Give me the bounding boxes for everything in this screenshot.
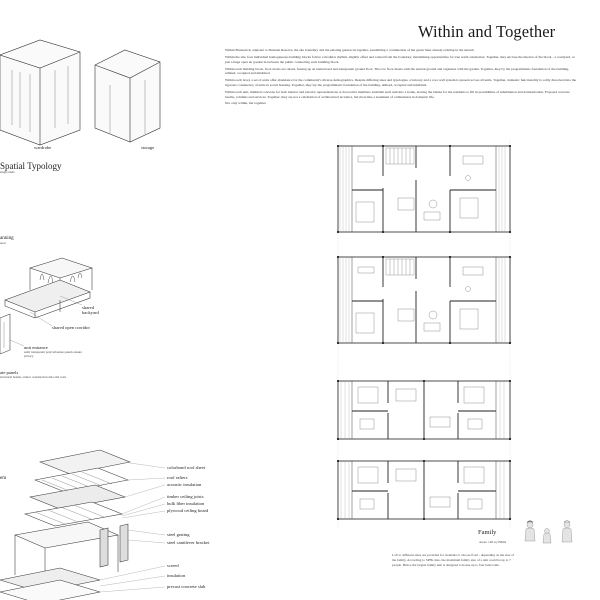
shared-backyard-label: shared backyard [82,305,99,316]
panels-note: structural beams, reduce construction data and costs [0,375,67,379]
structure-label-concrete-slab: precast concrete slab [167,584,206,589]
structure-label-fiber-insulation: bulk fiber insulation [167,501,205,506]
structure-label-acoustic-insulation: acoustic insulation [167,482,202,487]
paragraph: Within Brunswick, adjacent to Dunstan Reserve, the site boundary and the existing garden sit together, assembling a continuation of the green lines already existing in the suburb. [225,48,475,52]
family-area: Areas: 128 sq 258m2 [479,540,507,544]
unit-entrance-label: unit entrance [24,345,48,350]
panels-heading: ate panels [0,370,19,375]
family-description: Loft to different sizes are provided for residents to choose from - depending on the size of the family. According to SPHs data, the maximum family size of a unit could be up to 7 people. Hence the largest family unit is designed to house up to four bedrooms. [392,553,514,567]
paragraph: Within each building block, floor levels are raised, freeing up an unenclosed and transparent ground floor. The row floor meets with the natural ground and organises with the garden. Together, they by the programmatic foundation of the building, utilised, occupied and inhabited. [225,66,570,76]
page-title: Within and Together [418,22,556,41]
structure-label-cantilever-bracket: steel cantilever bracket [167,540,210,545]
structure-label-rafters: roof rafters [167,475,188,480]
structure-label-ceiling-joists: timber ceiling joists [167,494,204,499]
paragraph: Within the site, four individual homogeneous building blocks follow a modular rhythm, slightly offset and rotated from the boundary, maximising opportunities for true north orientation. Together, they enclose the interior of the block - a courtyard, or just a huge open air garden in between the public connecting each building block. [225,54,575,64]
planning-heading: anning [0,236,14,241]
structure-label-insulation: insulation [167,573,186,578]
wardrobe-label: wardrobe [34,145,52,150]
structure-label-plywood-ceiling: plywood ceiling board [167,508,209,513]
planning-subtitle: ared [0,241,6,245]
system-heading: em [0,476,7,481]
spatial-typology-heading: Spatial Typology [0,161,62,171]
structure-label-roof-sheet: colorbond roof sheet [167,465,206,470]
paragraph: Within each unit, minimal concerns for both interior and exterior representations or decorative members establish each unit into a home, leaving the blanks for the residents to fill in possibilities of inhabitation and domestication. Exposed concrete beams, columns and services. Together, they are not a celebration of architectural tectonics, but more like a statement of ordinariness in domestic life. [225,89,570,99]
paragraph: Within each level, a set of units offer abundance for the community's diverse demographics. Despite differing sizes and typologies, a balcony and a core wall system is present across all units. Together, domestic functionality is softly dissolved into the rigorous consistency of units in social housing. Together, they lay the programmatic foundation of the building, utilised, occupied and inhabited. [225,78,577,87]
storage-label: storage [141,145,155,150]
spatial-typology-subtitle: single units [0,170,15,174]
structure-label-steel-grating: steel grating [167,532,190,537]
paragraph: Not only within, but together. [225,101,267,106]
family-label: Family [478,529,497,536]
unit-entrance-note: semi transparent polycarbonate panels ensure privacy [24,350,82,358]
shared-corridor-label: shared open corridor [52,325,91,330]
structure-label-screed: screed [167,563,179,568]
